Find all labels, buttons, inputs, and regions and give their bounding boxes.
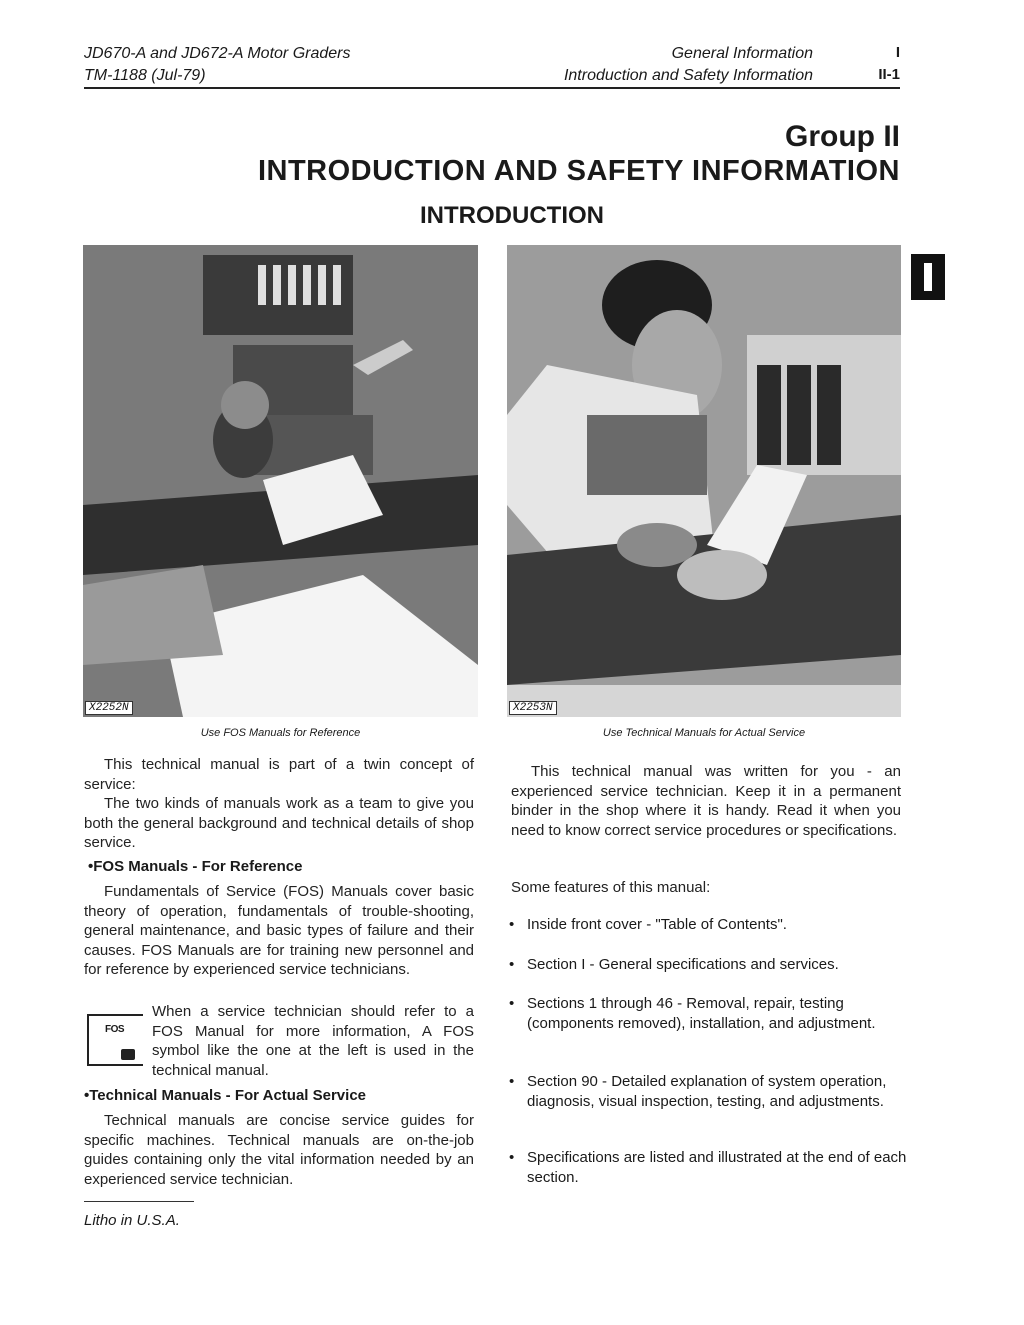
bullet-icon: •: [509, 916, 515, 933]
footer-litho: Litho in U.S.A.: [84, 1212, 180, 1229]
tm-heading: •Technical Manuals - For Actual Service: [84, 1087, 367, 1104]
feature-item: [509, 1148, 907, 1187]
figure-id-2: X2253N: [509, 701, 557, 715]
right-intro-paragraph: This technical manual was written for you - an experienced service technician. Keep it in a permanent binder in the shop where it is handy. Read it when you need to know correct service procedures or specifications.: [511, 763, 901, 839]
header-page-number: II-1: [878, 66, 900, 83]
feature-item: [509, 915, 907, 935]
figure-caption-1: Use FOS Manuals for Reference: [200, 727, 361, 739]
photo-fos-manuals: [83, 245, 478, 717]
feature-item: [509, 1072, 907, 1111]
bullet-icon: •: [509, 1149, 515, 1166]
feature-text: Sections 1 through 46 - Removal, repair, testing (components removed), installation, and adjustment.: [527, 995, 876, 1032]
fos-icon-label: FOS: [105, 1024, 125, 1035]
feature-text: Section 90 - Detailed explanation of system operation, diagnosis, visual inspection, testing, and adjustments.: [527, 1073, 887, 1110]
feature-text: Inside front cover - "Table of Contents".: [527, 916, 787, 933]
header-manual-number: TM-1188 (Jul-79): [84, 67, 206, 84]
bullet-icon: •: [509, 995, 515, 1012]
feature-text: Section I - General specifications and services.: [527, 956, 839, 973]
bullet-icon: •: [509, 1073, 515, 1090]
photo-fos-illustration: [83, 245, 478, 717]
header-rule: [84, 87, 900, 89]
feature-item: [509, 994, 907, 1033]
tm-paragraph: Technical manuals are concise service guides for specific machines. Technical manuals are on-the-job guides containing only the vital information needed by an experienced service technician.: [84, 1112, 474, 1188]
figure-id-1: X2252N: [85, 701, 133, 715]
tm-description: [84, 1111, 474, 1189]
feature-item: [509, 955, 907, 975]
figure-caption-2: Use Technical Manuals for Actual Service: [602, 727, 806, 739]
sub-title: INTRODUCTION: [420, 202, 604, 229]
bullet-icon: •: [509, 956, 515, 973]
feature-text: Specifications are listed and illustrated at the end of each section.: [527, 1149, 907, 1186]
features-heading: Some features of this manual:: [511, 879, 711, 896]
photo-technical-manuals: [507, 245, 901, 717]
fos-description: [84, 882, 474, 980]
intro-paragraph: This technical manual is part of a twin concept of service:: [84, 756, 474, 793]
fos-heading: •FOS Manuals - For Reference: [88, 858, 303, 875]
intro-paragraph-2: The two kinds of manuals work as a team to give you both the general background and technical details of shop service.: [84, 795, 474, 851]
header-manual-title: JD670-A and JD672-A Motor Graders: [84, 45, 351, 62]
group-title: Group II: [785, 120, 900, 153]
left-intro: [84, 755, 474, 853]
header-section-number: I: [895, 44, 900, 61]
header-section-title: General Information: [671, 45, 813, 62]
fos-paragraph: Fundamentals of Service (FOS) Manuals cover basic theory of operation, fundamentals of trouble-shooting, general maintenance, and basic types of failure and their causes. FOS Manuals are for training new personnel and for reference by experienced service technicians.: [84, 883, 474, 978]
main-title: INTRODUCTION AND SAFETY INFORMATION: [257, 155, 900, 187]
footer-rule: [84, 1201, 194, 1202]
fos-symbol-note: When a service technician should refer to a FOS Manual for more information, A FOS symbol like the one at the left is used in the technical manual.: [152, 1003, 474, 1079]
fos-symbol-icon: [87, 1014, 143, 1066]
right-intro: [511, 762, 901, 840]
header-group-title: Introduction and Safety Information: [563, 67, 813, 84]
photo-tm-illustration: [507, 245, 901, 717]
section-tab-marker: [911, 254, 945, 300]
